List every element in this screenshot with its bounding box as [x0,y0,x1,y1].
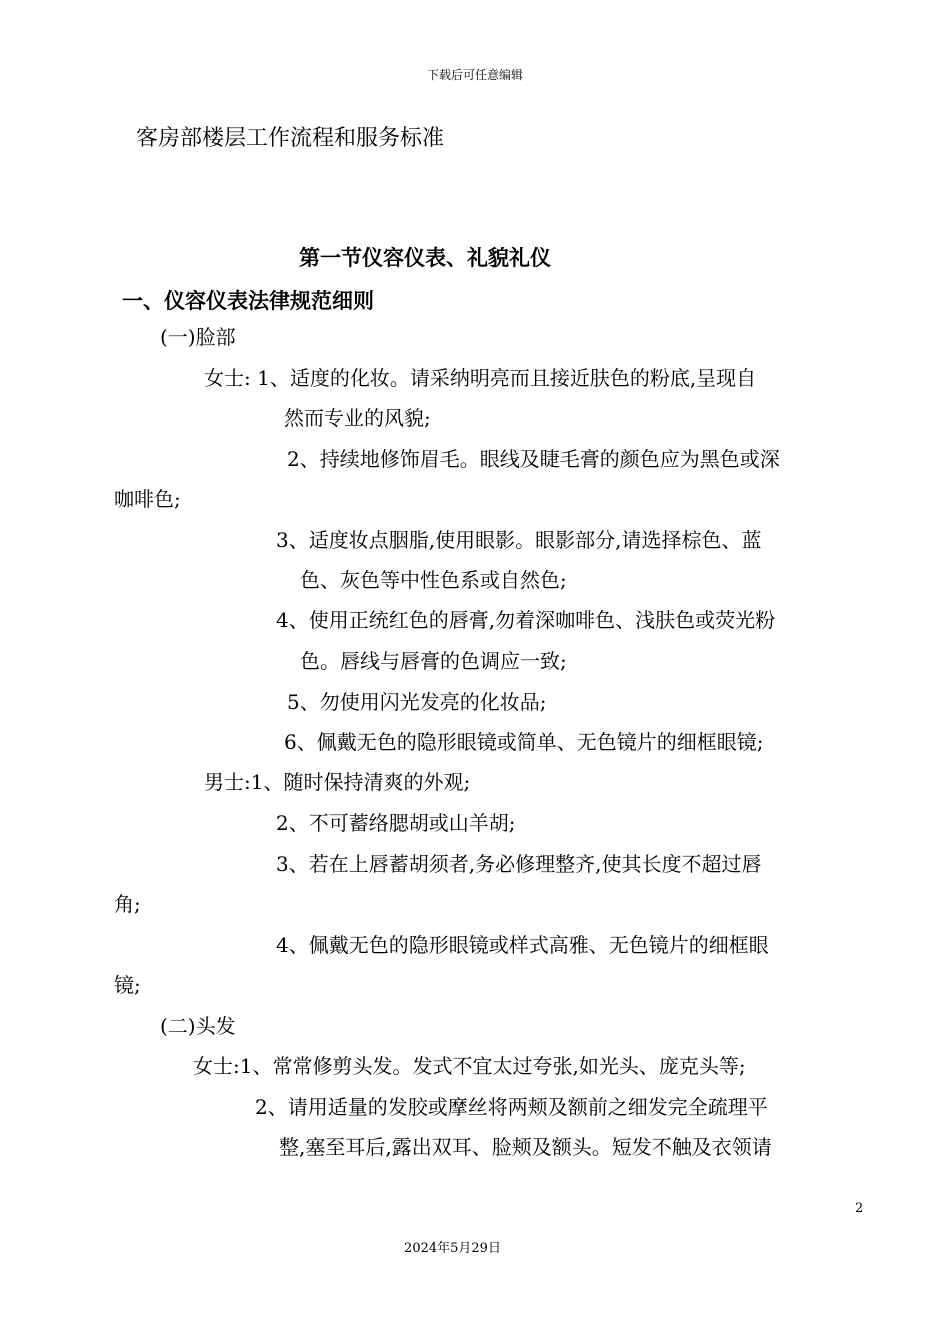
women-face-line-3-cont: 色、灰色等中性色系或自然色; [300,568,567,592]
women-face-line-2: 2、持续地修饰眉毛。眼线及睫毛膏的颜色应为黑色或深 [287,447,780,471]
header-note: 下载后可任意编辑 [426,68,523,82]
subheading-hair: (二)头发 [160,1014,236,1038]
women-face-line-4: 4、使用正统红色的唇膏,勿着深咖啡色、浅肤色或荧光粉 [276,608,776,632]
women-face-line-1: 女士: 1、适度的化妆。请采纳明亮而且接近肤色的粉底,呈现自 [204,366,757,390]
women-face-line-6: 6、佩戴无色的隐形眼镜或简单、无色镜片的细框眼镜; [284,730,764,754]
footer-date: 2024年5月29日 [404,1241,501,1256]
women-face-line-3: 3、适度妆点胭脂,使用眼影。眼影部分,请选择棕色、蓝 [276,528,762,552]
document-title: 客房部楼层工作流程和服务标准 [136,126,445,151]
women-hair-line-2: 2、请用适量的发胶或摩丝将两颊及额前之细发完全疏理平 [255,1095,768,1119]
women-face-line-2-cont: 咖啡色; [114,487,181,511]
women-face-line-1-cont: 然而专业的风貌; [284,406,431,430]
subheading-face: (一)脸部 [160,325,236,349]
women-hair-line-1: 女士:1、常常修剪头发。发式不宜太过夸张,如光头、庞克头等; [193,1054,746,1078]
men-face-line-3: 3、若在上唇蓄胡须者,务必修理整齐,使其长度不超过唇 [276,852,762,876]
women-face-line-5: 5、勿使用闪光发亮的化妆品; [287,690,547,714]
page-number: 2 [855,1201,864,1216]
men-face-line-2: 2、不可蓄络腮胡或山羊胡; [276,811,516,835]
women-face-line-4-cont: 色。唇线与唇膏的色调应一致; [300,649,567,673]
women-hair-line-2-cont: 整,塞至耳后,露出双耳、脸颊及额头。短发不触及衣领请 [279,1135,772,1159]
men-face-line-4-cont: 镜; [114,973,141,997]
heading-level-1: 一、仪容仪表法律规范细则 [122,289,374,313]
men-face-line-1: 男士:1、随时保持清爽的外观; [204,770,471,794]
men-face-line-4: 4、佩戴无色的隐形眼镜或样式高雅、无色镜片的细框眼 [276,933,769,957]
section-title: 第一节仪容仪表、礼貌礼仪 [299,246,551,270]
men-face-line-3-cont: 角; [114,892,141,916]
